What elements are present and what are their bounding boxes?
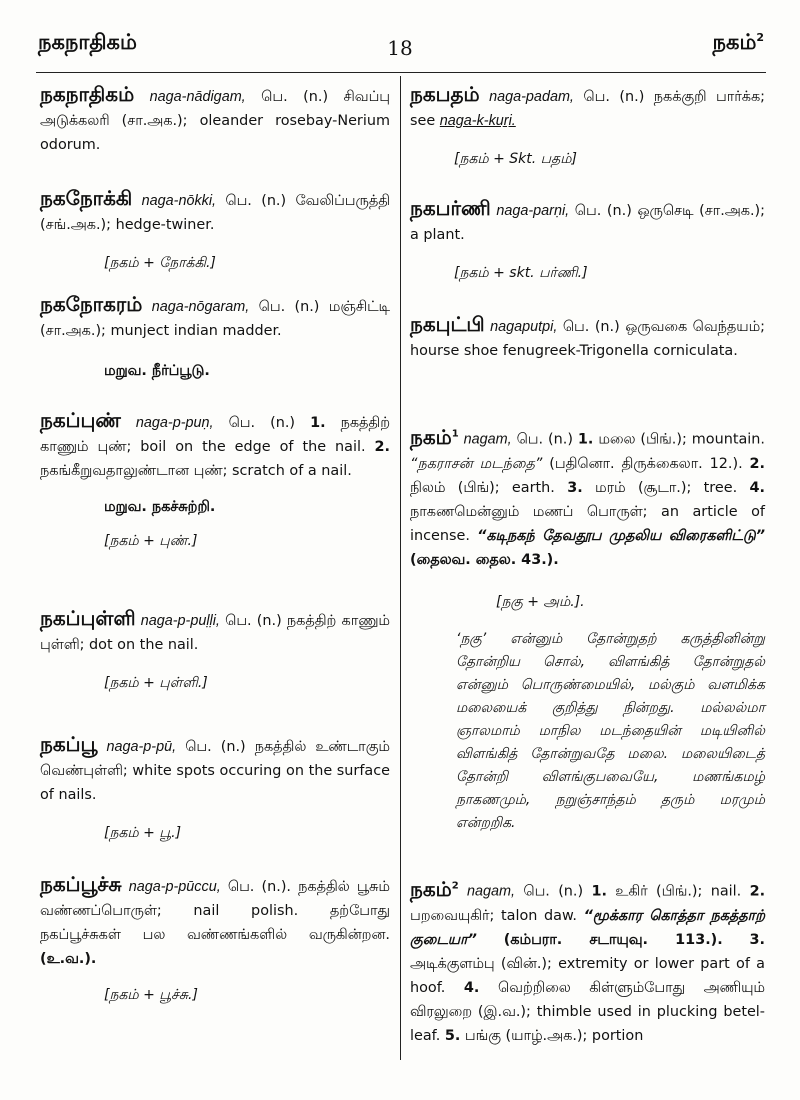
left-column	[40, 78, 390, 1080]
transliteration: naga-p-pūccu,	[128, 879, 221, 895]
entry-nagappun	[40, 408, 390, 553]
etymology-note: ‘நகு’ என்னும் தோன்றுதற் கருத்தினின்று தோன்றிய சொல், விளங்கித் தோன்றுதல் என்னும் பொருண்மையில், மல்கும் வளமிக்க மலையைக் குறித்து நின்றது. மல்லல்மா ஞாலமாம் மாநில மடந்தையின் மடியினில் விளங்கித் தோன்றுவதே மலை. மலையிடைத் தோன்றி விளங்குபவையே, மணங்கமழ் நாகணமும், நறுஞ்சாந்தம் தரும் மரமும் என்றறிக.	[456, 630, 765, 831]
transliteration: naga-nādigam,	[149, 89, 246, 105]
entry-naganadigam	[40, 82, 390, 157]
definition: பெ. (n.) சிவப்பு அடுக்கலரி (சா.அக.); oleander rosebay-Nerium odorum.	[40, 89, 390, 153]
sense-number: 1.	[591, 883, 607, 900]
sense-number: 3.	[749, 931, 765, 948]
synonym: மறுவ. நீர்ப்பூடு.	[104, 363, 210, 379]
transliteration: naga-nōgaram,	[151, 299, 250, 315]
definition: உகிர் (பிங்.); nail.	[615, 883, 742, 900]
etymology: [நகம் + புண்.]	[104, 533, 198, 549]
etymology: [நகம் + நோக்கி.]	[104, 255, 216, 271]
pos: பெ. (n.)	[228, 415, 296, 431]
sense-number: 2.	[749, 883, 766, 900]
headword: நகப்புள்ளி	[40, 606, 136, 630]
headword: நகம்$^2$	[410, 876, 459, 901]
definition: பெ. (n.) நகத்தில் உண்டாகும் வெண்புள்ளி; white spots occuring on the surface of nails.	[40, 739, 390, 803]
etymology: [நகு + அம்.].	[496, 593, 585, 610]
definition: மலை (பிங்.); mountain.	[598, 431, 765, 448]
headword: நகபதம்	[410, 82, 480, 106]
entry-nagapadam	[410, 82, 765, 171]
citation: (கம்பரா. சடாயுவு. 113.).	[503, 931, 723, 948]
definition: பெ. (n.) வேலிப்பருத்தி (சங்.அக.); hedge-twiner.	[40, 193, 391, 233]
headword: நகபுட்பி	[410, 312, 485, 336]
page-number: 18	[387, 36, 413, 60]
definition: பறவையுகிர்; talon daw.	[410, 907, 577, 924]
headword: நகப்பூ	[40, 732, 98, 756]
etymology: [நகம் + புள்ளி.]	[104, 675, 208, 691]
sense-number: 1.	[577, 431, 594, 448]
headword: நகப்பூச்சு	[40, 872, 122, 896]
definition: பெ. (n.) ஒருவகை வெந்தயம்; hourse shoe fenugreek-Trigonella corniculata.	[410, 319, 766, 359]
etymology: [நகம் + Skt. பதம்]	[454, 151, 577, 167]
headword: நகபர்ணி	[410, 196, 491, 220]
definition: பெ. (n.) மஞ்சிட்டி (சா.அக.); munject indian madder.	[40, 299, 390, 339]
transliteration: naga-parṇi,	[496, 203, 570, 219]
headword: நகப்புண்	[40, 408, 121, 432]
sense-number: 2.	[374, 439, 390, 455]
entry-nagam-2	[410, 874, 765, 1048]
usage-tag: (உ.வ.).	[40, 951, 97, 967]
quotation: “கடிநகந் தேவதூப முதலிய விரைகளிட்டு”	[477, 527, 765, 544]
column-divider	[400, 76, 401, 1060]
transliteration: naga-p-puḷḷi,	[140, 613, 220, 629]
entry-nagappuccu	[40, 872, 390, 1007]
headword: நகநோகரம்	[40, 292, 143, 316]
sense-number: 4.	[463, 979, 480, 996]
transliteration: naga-nōkki,	[141, 193, 217, 209]
sense-number: 3.	[567, 479, 583, 496]
entry-nagappu	[40, 732, 390, 845]
pos: பெ. (n.)	[516, 431, 573, 448]
definition: பெ. (n.) நகக்குறி பார்க்க; see	[410, 89, 765, 129]
definition: பங்கு (யாழ்.அக.); portion	[464, 1027, 644, 1044]
definition: பெ. (n.). நகத்தில் பூசும் வண்ணப்பொருள்; nail polish. தற்போது நகப்பூச்சுகள் பல வண்ணங்களில் வருகின்றன.	[40, 879, 390, 943]
entry-nagaparni	[410, 196, 765, 285]
etymology: [நகம் + பூ.]	[104, 825, 182, 841]
headword: நகநோக்கி	[40, 186, 133, 210]
quotation: “மூக்கார கொத்தா நகத்தாற் குடையா”	[410, 907, 765, 948]
citation: (தைலவ. தைல. 43.).	[410, 551, 559, 568]
cross-reference: naga-k-kuṟi.	[439, 113, 516, 129]
definition: பெ. (n.) ஒருசெடி (சா.அக.); a plant.	[410, 203, 766, 243]
definition: நாகணமென்னும் மணப் பொருள்; an article of incense.	[410, 503, 765, 544]
headword: நகநாதிகம்	[40, 82, 135, 106]
entry-naganogaram	[40, 292, 390, 383]
definition: அடிக்குளம்பு (வின்.); extremity or lower part of a hoof.	[410, 955, 765, 996]
quotation: “நகராசன் மடந்தை”	[410, 455, 543, 472]
sense-number: 1.	[310, 415, 326, 431]
right-column	[410, 78, 765, 1080]
definition: மரம் (சூடா.); tree.	[595, 479, 738, 496]
etymology: [நகம் + பூச்சு.]	[104, 987, 198, 1003]
entry-naganokki	[40, 186, 390, 275]
definition: வெற்றிலை கிள்ளும்போது அணியும் விரலுறை (இ.வ.); thimble used in plucking betel-leaf.	[410, 979, 765, 1044]
header-guide-word-left: நகநாதிகம்	[38, 30, 137, 54]
headword: நகம்$^1$	[410, 424, 459, 449]
sense-number: 2.	[749, 455, 766, 472]
header-rule	[36, 72, 766, 73]
sense-number: 4.	[749, 479, 766, 496]
citation: (பதினொ. திருக்கைலா. 12.).	[549, 455, 743, 472]
entry-nagam-1	[410, 422, 765, 835]
synonym: மறுவ. நகச்சுற்றி.	[104, 499, 216, 515]
definition: நகத்திற் காணும் புண்; boil on the edge of the nail.	[40, 415, 390, 455]
transliteration: nagaputpi,	[490, 319, 558, 335]
definition: பெ. (n.) நகத்திற் காணும் புள்ளி; dot on the nail.	[40, 613, 390, 653]
definition: நிலம் (பிங்); earth.	[410, 479, 555, 496]
definition: நகங்கீறுவதாலுண்டான புண்; scratch of a nail.	[40, 463, 352, 479]
transliteration: naga-p-pū,	[106, 739, 177, 755]
entry-nagaputpi	[410, 312, 765, 363]
pos: பெ. (n.)	[523, 883, 584, 900]
header-guide-word-right: நகம்$^2$	[712, 30, 764, 54]
etymology: [நகம் + skt. பர்ணி.]	[454, 265, 588, 281]
sense-number: 5.	[444, 1027, 461, 1044]
transliteration: nagam,	[467, 883, 516, 900]
transliteration: naga-padam,	[489, 89, 574, 105]
entry-nagappulli	[40, 606, 390, 695]
page-header	[30, 28, 770, 68]
transliteration: naga-p-puṇ,	[135, 415, 214, 431]
transliteration: nagam,	[463, 431, 512, 448]
